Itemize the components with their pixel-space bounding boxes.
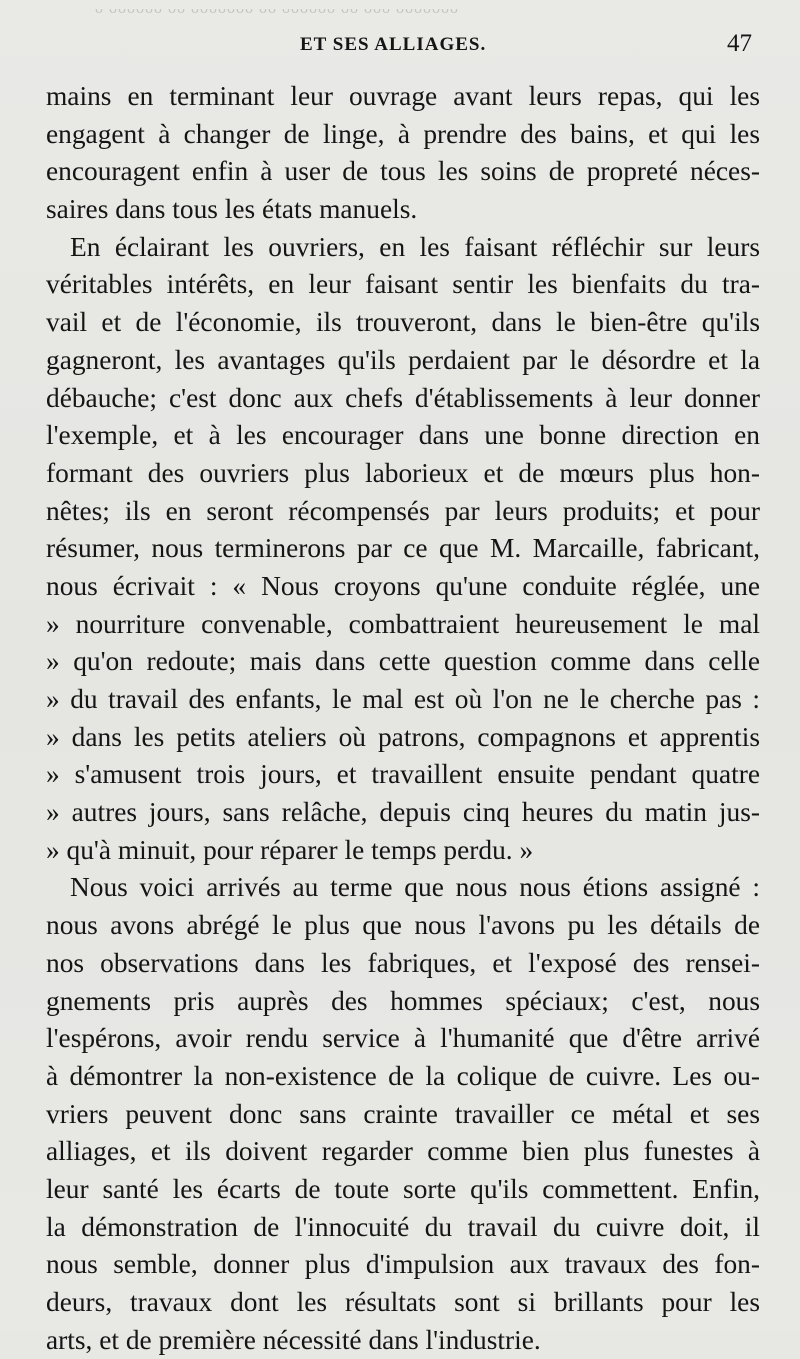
text-line: nous écrivait : « Nous croyons qu'une conduite réglée, une <box>46 570 760 601</box>
quote-line: » dans les petits ateliers où patrons, compagnons et apprentis <box>46 721 760 752</box>
show-through-text: ᴗ ᴗᴗᴗᴗᴗᴗ ᴗᴗ ᴗᴗᴗᴗᴗᴗᴗ ᴗᴗ ᴗᴗᴗᴗᴗᴗ ᴗᴗ ᴗᴗᴗ ᴗᴗᴗᴗᴗᴗᴗ <box>95 0 459 14</box>
text-line: la démonstration de l'innocuité du travail du cuivre doit, il <box>46 1211 760 1242</box>
text-line: arts, et de première nécessité dans l'industrie. <box>46 1324 541 1355</box>
text-line: formant des ouvriers plus laborieux et de mœurs plus hon- <box>46 457 760 488</box>
text-line: à démontrer la non-existence de la colique de cuivre. Les ou- <box>46 1060 760 1091</box>
text-line: leur santé les écarts de toute sorte qu'ils commettent. Enfin, <box>46 1173 760 1204</box>
text-line: mains en terminant leur ouvrage avant leurs repas, qui les <box>46 81 760 111</box>
text-line: l'exemple, et à les encourager dans une bonne direction en <box>46 420 760 451</box>
text-line: gagneront, les avantages qu'ils perdaient par le désordre et la <box>46 344 760 375</box>
text-line: gnements pris auprès des hommes spéciaux; c'est, nous <box>46 985 760 1016</box>
quote-line: » autres jours, sans relâche, depuis cinq heures du matin jus- <box>46 797 760 828</box>
quote-line: » qu'à minuit, pour réparer le temps perdu. » <box>46 834 534 865</box>
text-line: vriers peuvent donc sans crainte travailler ce métal et ses <box>46 1098 760 1129</box>
text-line: engagent à changer de linge, à prendre des bains, et qui les <box>46 118 760 149</box>
text-line: alliages, et ils doivent regarder comme bien plus funestes à <box>46 1136 760 1167</box>
quote-line: » du travail des enfants, le mal est où l'on ne le cherche pas : <box>46 684 760 714</box>
text-line: nos observations dans les fabriques, et l'exposé des rensei- <box>46 947 760 978</box>
text-line: nous avons abrégé le plus que nous l'avons pu les détails de <box>46 910 760 941</box>
text-line: encouragent enfin à user de tous les soins de propreté néces- <box>46 156 760 187</box>
text-line: saires dans tous les états manuels. <box>46 194 418 225</box>
running-header: ET SES ALLIAGES. <box>300 34 487 55</box>
text-line: nous semble, donner plus d'impulsion aux travaux des fon- <box>46 1249 760 1280</box>
quote-line: » s'amusent trois jours, et travaillent ensuite pendant quatre <box>46 759 760 790</box>
quote-line: » nourriture convenable, combattraient heureusement le mal <box>46 608 760 639</box>
text-line: vail et de l'économie, ils trouveront, dans le bien-être qu'ils <box>46 307 760 338</box>
quote-line: » qu'on redoute; mais dans cette question comme dans celle <box>46 646 760 677</box>
text-line: débauche; c'est donc aux chefs d'établissements à leur donner <box>46 382 760 413</box>
text-line: deurs, travaux dont les résultats sont si brillants pour les <box>46 1287 760 1317</box>
text-line: l'espérons, avoir rendu service à l'humanité que d'être arrivé <box>46 1023 760 1054</box>
text-line: résumer, nous terminerons par ce que M. Marcaille, fabricant, <box>46 533 760 564</box>
page-number: 47 <box>727 30 752 57</box>
body-text <box>46 78 760 1359</box>
text-line: véritables intérêts, en leur faisant sentir les bienfaits du tra- <box>46 269 760 300</box>
paragraph-start-line: En éclairant les ouvriers, en les faisant réfléchir sur leurs <box>70 231 760 262</box>
paragraph-start-line: Nous voici arrivés au terme que nous nous étions assigné : <box>70 872 760 903</box>
text-line: nêtes; ils en seront récompensés par leurs produits; et pour <box>46 495 760 526</box>
